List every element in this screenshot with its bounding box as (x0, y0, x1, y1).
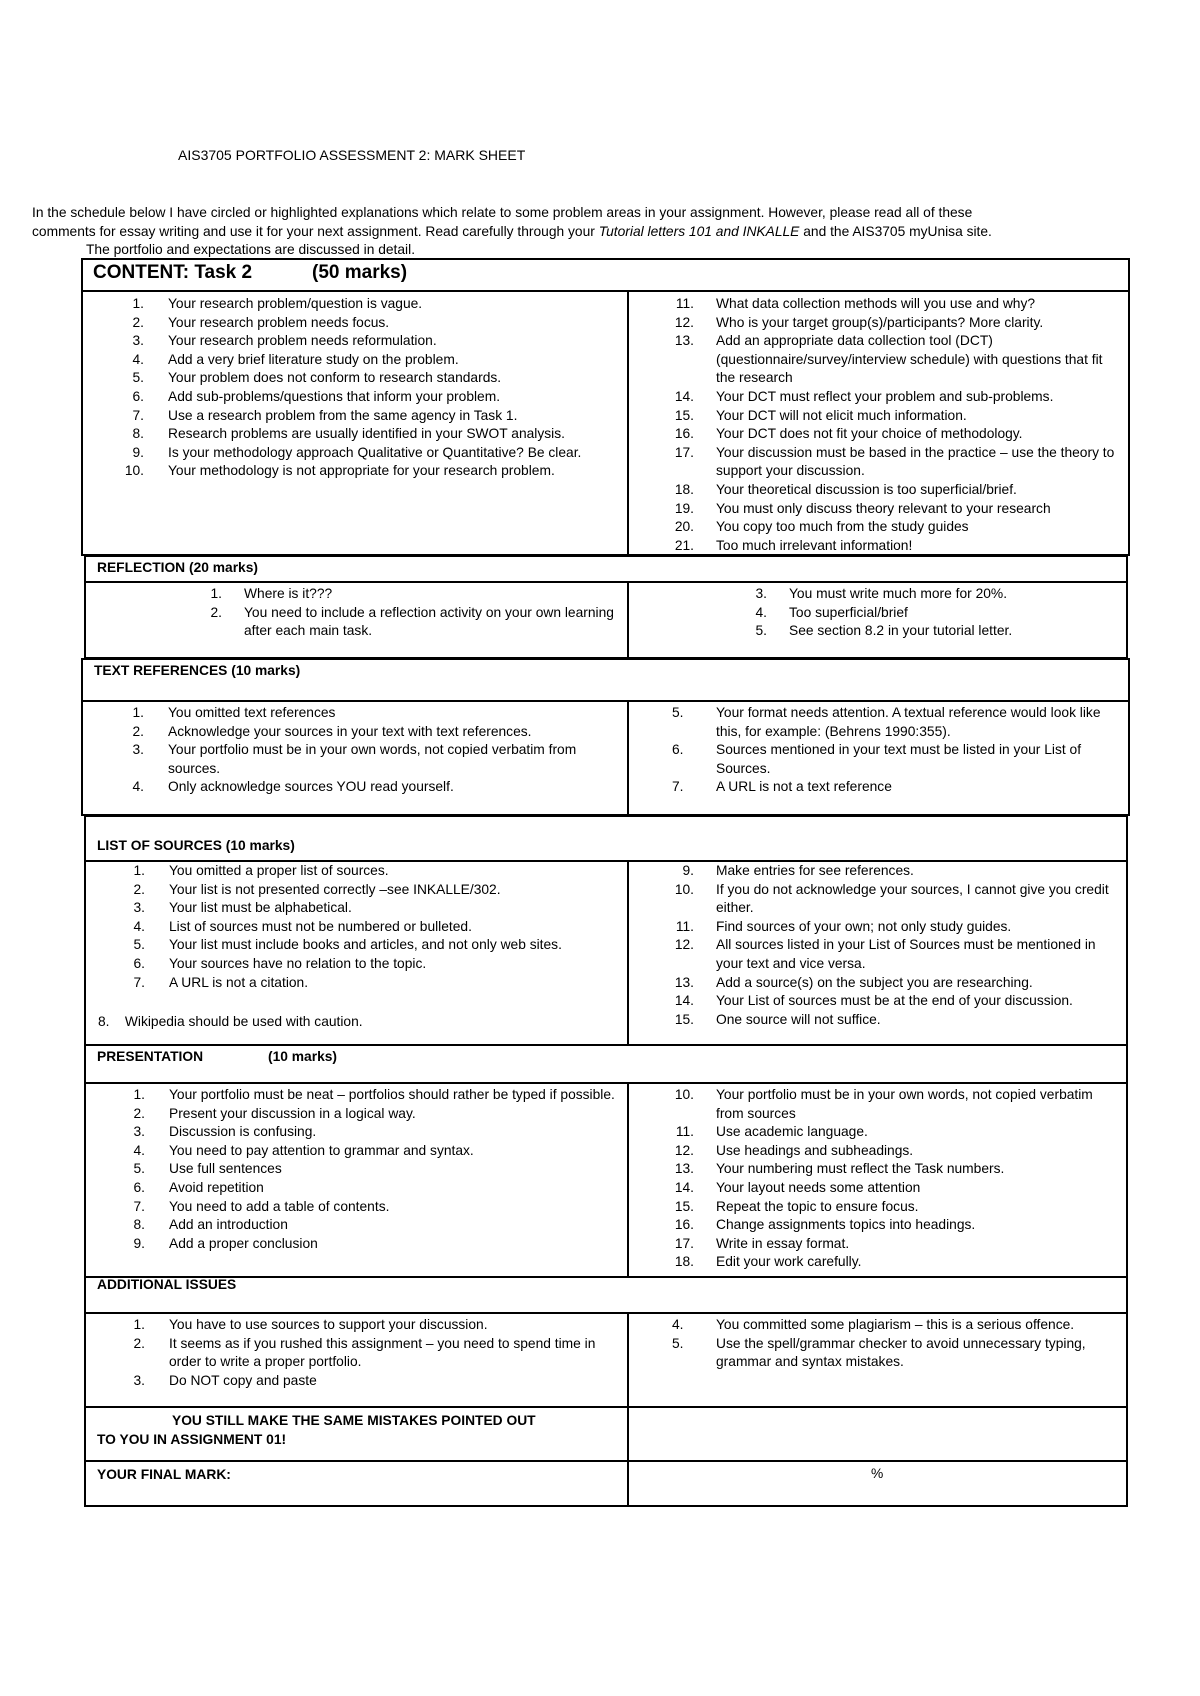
item-text: Too much irrelevant information! (716, 537, 913, 553)
item-text: See section 8.2 in your tutorial letter. (789, 623, 1013, 639)
item-number: 17. (674, 1235, 694, 1251)
list-item (127, 1335, 617, 1372)
item-number: 13. (674, 1161, 694, 1177)
same-mistakes-line-2: TO YOU IN ASSIGNMENT 01! (97, 1431, 287, 1447)
item-text: Your list must include books and articles, and not only web sites. (169, 937, 562, 953)
item-number: 17. (674, 444, 694, 460)
list-item (127, 1086, 617, 1105)
list-item (127, 899, 617, 918)
item-text: Is your methodology approach Qualitative or Quantitative? Be clear. (168, 444, 582, 460)
item-number: 15. (674, 407, 694, 423)
item-text: You committed some plagiarism – this is a serious offence. (716, 1317, 1075, 1332)
list-item (672, 500, 1120, 519)
list-item (672, 1179, 1120, 1198)
list-item (122, 444, 617, 463)
item-number: 4. (755, 604, 767, 620)
item-number: 8. (133, 1217, 145, 1233)
item-number: 9. (133, 1235, 145, 1251)
item-number: 7. (672, 779, 684, 795)
item-text: Add an appropriate data collection tool (DCT) (questionnaire/survey/interview schedule) with questions that fit the research (716, 333, 1103, 386)
text-references-right-list (672, 704, 1120, 797)
intro-line-1: In the schedule below I have circled or highlighted explanations which relate to some problem areas in your assignment. However, please read all of these (32, 205, 973, 220)
item-text: Who is your target group(s)/participants? More clarity. (716, 314, 1044, 330)
item-number: 12. (674, 314, 694, 330)
list-item (122, 332, 617, 351)
sources-column-divider (627, 861, 629, 1044)
item-text: Your theoretical discussion is too superficial/brief. (716, 481, 1017, 497)
text-references-column-divider (627, 701, 629, 815)
item-number: 6. (672, 742, 684, 758)
item-number: 5. (132, 370, 144, 386)
item-number: 6. (133, 955, 145, 971)
list-item (745, 604, 1115, 623)
item-number: 1. (132, 296, 144, 311)
item-text: What data collection methods will you use and why? (716, 296, 1036, 311)
presentation-heading: PRESENTATION (97, 1049, 204, 1064)
item-number: 1. (133, 1087, 145, 1102)
list-item (200, 604, 615, 641)
item-number: 4. (133, 918, 145, 934)
item-text: Do NOT copy and paste (169, 1372, 317, 1388)
item-number: 3. (132, 742, 144, 758)
list-item (122, 388, 617, 407)
item-text: Repeat the topic to ensure focus. (716, 1198, 919, 1214)
content-column-divider (627, 291, 629, 556)
content-left-list (122, 295, 617, 481)
reflection-header-divider (84, 581, 1128, 583)
item-text: Avoid repetition (169, 1179, 264, 1195)
list-item (672, 1142, 1120, 1161)
item-number: 10. (124, 463, 144, 479)
item-text: Use headings and subheadings. (716, 1142, 914, 1158)
item-number: 3. (133, 1124, 145, 1140)
reflection-column-divider (627, 582, 629, 658)
content-marks: (50 marks) (312, 262, 408, 283)
item-number: 2. (133, 881, 145, 897)
presentation-right-list (672, 1086, 1120, 1272)
text-references-header-divider (81, 700, 1130, 702)
item-text: Your research problem needs focus. (168, 314, 390, 330)
list-item (672, 1253, 1120, 1272)
item-text: Your portfolio must be in your own words, not copied verbatim from sources (716, 1087, 1093, 1121)
list-item (127, 1123, 617, 1142)
list-item (127, 1372, 617, 1391)
item-number: 5. (672, 1335, 684, 1351)
item-number: 7. (133, 974, 145, 990)
item-number: 11. (675, 296, 694, 311)
item-number: 9. (682, 863, 694, 878)
list-item (672, 388, 1120, 407)
item-text: Your research problem/question is vague. (168, 296, 423, 311)
content-heading: CONTENT: Task 2 (93, 262, 253, 283)
item-text: Use a research problem from the same agency in Task 1. (168, 407, 518, 423)
item-number: 9. (132, 444, 144, 460)
list-item (672, 518, 1120, 537)
item-text: You need to include a reflection activity on your own learning after each main task. (244, 604, 614, 639)
intro-line-2-start: comments for essay writing and use it for your next assignment. Read carefully through your (32, 223, 599, 239)
list-item (672, 862, 1120, 881)
sources-heading: LIST OF SOURCES (10 marks) (97, 838, 295, 853)
item-text: Add an introduction (169, 1217, 288, 1233)
item-number: 13. (674, 333, 694, 349)
list-item (122, 723, 617, 742)
item-number: 5. (755, 623, 767, 639)
item-text: If you do not acknowledge your sources, I cannot give you credit either. (716, 881, 1109, 916)
content-header-divider (81, 290, 1130, 292)
intro-paragraph (32, 204, 1182, 260)
item-number: 12. (674, 937, 694, 953)
item-number: 18. (674, 1254, 694, 1270)
same-mistakes-notice (97, 1412, 617, 1449)
sources-item-8-text: Wikipedia should be used with caution. (124, 1014, 363, 1029)
item-number: 5. (133, 1161, 145, 1177)
same-mistakes-top-divider (84, 1406, 1128, 1408)
item-number: 5. (133, 937, 145, 953)
list-item (672, 992, 1120, 1011)
intro-line-3: The portfolio and expectations are discussed in detail. (86, 242, 416, 257)
final-mark-top-divider (84, 1460, 1128, 1462)
item-number: 3. (755, 586, 767, 601)
item-text: You omitted text references (168, 705, 336, 720)
list-item (672, 1198, 1120, 1217)
item-text: Your methodology is not appropriate for your research problem. (168, 463, 555, 479)
sources-right-list (672, 862, 1120, 1029)
item-number: 1. (133, 1317, 145, 1332)
presentation-header-divider (84, 1082, 1128, 1084)
item-number: 2. (132, 314, 144, 330)
list-item (127, 918, 617, 937)
item-text: Change assignments topics into headings. (716, 1217, 976, 1233)
sources-left-list (127, 862, 617, 992)
item-number: 3. (133, 900, 145, 916)
list-item (672, 778, 1120, 797)
list-item (672, 704, 1120, 741)
item-text: All sources listed in your List of Sources must be mentioned in your text and vice versa. (716, 937, 1096, 971)
item-text: Research problems are usually identified in your SWOT analysis. (168, 426, 565, 442)
final-mark-percent: % (871, 1466, 884, 1481)
document-title: AIS3705 PORTFOLIO ASSESSMENT 2: MARK SHEET (178, 147, 526, 163)
item-number: 2. (132, 723, 144, 739)
item-number: 4. (132, 351, 144, 367)
item-text: Add a source(s) on the subject you are researching. (716, 974, 1033, 990)
list-item (200, 585, 615, 604)
item-text: One source will not suffice. (716, 1011, 881, 1027)
list-item (672, 1011, 1120, 1030)
list-item (672, 1335, 1120, 1372)
item-number: 6. (133, 1179, 145, 1195)
additional-left-list (127, 1316, 617, 1390)
sources-item-8 (98, 1013, 363, 1032)
additional-top-divider (84, 1276, 1128, 1278)
sources-item-8-number: 8. (98, 1014, 110, 1029)
item-text: Edit your work carefully. (716, 1254, 862, 1270)
item-number: 7. (133, 1198, 145, 1214)
item-number: 18. (674, 481, 694, 497)
item-number: 14. (674, 388, 694, 404)
item-text: A URL is not a citation. (169, 974, 309, 990)
item-number: 15. (674, 1011, 694, 1027)
item-text: List of sources must not be numbered or bulleted. (169, 918, 472, 934)
list-item (122, 425, 617, 444)
list-item (672, 481, 1120, 500)
list-item (672, 1160, 1120, 1179)
item-text: Add a proper conclusion (169, 1235, 318, 1251)
list-item (672, 936, 1120, 973)
item-text: Your list is not presented correctly –see INKALLE/302. (169, 881, 501, 897)
item-number: 5. (672, 705, 684, 720)
list-item (122, 778, 617, 797)
item-number: 13. (674, 974, 694, 990)
item-number: 2. (210, 604, 222, 620)
item-text: Your DCT will not elicit much information. (716, 407, 967, 423)
item-number: 4. (133, 1142, 145, 1158)
list-item (122, 407, 617, 426)
item-number: 15. (674, 1198, 694, 1214)
item-number: 1. (210, 586, 222, 601)
list-item (672, 1316, 1120, 1335)
text-references-left-list (122, 704, 617, 797)
item-text: Sources mentioned in your text must be listed in your List of Sources. (716, 742, 1082, 776)
list-item (122, 351, 617, 370)
presentation-top-divider (84, 1044, 1128, 1046)
list-item (127, 1105, 617, 1124)
item-number: 11. (675, 918, 694, 934)
list-item (672, 444, 1120, 481)
item-text: Where is it??? (244, 586, 333, 601)
item-text: Your List of sources must be at the end of your discussion. (716, 993, 1073, 1009)
item-text: Your layout needs some attention (716, 1179, 921, 1195)
list-item (127, 1142, 617, 1161)
additional-header-divider (84, 1312, 1128, 1314)
list-item (672, 918, 1120, 937)
same-mistakes-line-1: YOU STILL MAKE THE SAME MISTAKES POINTED OUT (172, 1413, 536, 1428)
item-number: 3. (133, 1372, 145, 1388)
item-number: 14. (674, 993, 694, 1009)
item-text: Write in essay format. (716, 1235, 850, 1251)
list-item (672, 537, 1120, 556)
list-item (672, 1235, 1120, 1254)
item-text: You omitted a proper list of sources. (169, 863, 389, 878)
content-right-list (672, 295, 1120, 555)
item-text: You need to pay attention to grammar and syntax. (169, 1142, 474, 1158)
item-number: 7. (132, 407, 144, 423)
list-item (122, 462, 617, 481)
item-number: 4. (132, 779, 144, 795)
item-text: You have to use sources to support your discussion. (169, 1317, 488, 1332)
list-item (127, 1160, 617, 1179)
item-text: Too superficial/brief (789, 604, 908, 620)
item-text: You must write much more for 20%. (789, 586, 1008, 601)
item-number: 1. (132, 705, 144, 720)
list-item (672, 425, 1120, 444)
list-item (672, 332, 1120, 388)
item-number: 12. (674, 1142, 694, 1158)
intro-line-2-end: and the AIS3705 myUnisa site. (799, 223, 992, 239)
item-text: Use full sentences (169, 1161, 282, 1177)
item-text: Present your discussion in a logical way. (169, 1105, 416, 1121)
list-item (672, 314, 1120, 333)
item-text: Your format needs attention. A textual reference would look like this, for example: (Behrens 1990:355). (716, 705, 1101, 739)
additional-right-list (672, 1316, 1120, 1372)
item-number: 3. (132, 333, 144, 349)
item-text: Your list must be alphabetical. (169, 900, 352, 916)
presentation-column-divider (627, 1083, 629, 1276)
item-text: Use the spell/grammar checker to avoid unnecessary typing, grammar and syntax mistakes. (716, 1335, 1086, 1370)
item-text: Your portfolio must be neat – portfolios should rather be typed if possible. (169, 1087, 615, 1102)
item-number: 20. (674, 519, 694, 535)
additional-issues-heading: ADDITIONAL ISSUES (97, 1277, 237, 1292)
item-text: A URL is not a text reference (716, 779, 892, 795)
item-text: Your problem does not conform to research standards. (168, 370, 502, 386)
item-number: 21. (674, 537, 694, 553)
list-item (672, 881, 1120, 918)
list-item (745, 622, 1115, 641)
item-number: 16. (674, 1217, 694, 1233)
item-text: Your DCT does not fit your choice of methodology. (716, 426, 1023, 442)
text-references-heading: TEXT REFERENCES (10 marks) (94, 663, 301, 678)
item-number: 14. (674, 1179, 694, 1195)
final-mark-label: YOUR FINAL MARK: (97, 1467, 231, 1482)
list-item (127, 974, 617, 993)
item-text: Your sources have no relation to the topic. (169, 955, 427, 971)
list-item (127, 881, 617, 900)
list-item (127, 1316, 617, 1335)
item-text: Make entries for see references. (716, 863, 914, 878)
item-number: 10. (674, 881, 694, 897)
item-number: 11. (675, 1124, 694, 1140)
list-item (127, 1235, 617, 1254)
list-item (122, 741, 617, 778)
item-text: Your research problem needs reformulation. (168, 333, 437, 349)
item-text: Your discussion must be based in the practice – use the theory to support your discussion. (716, 444, 1115, 479)
reflection-heading: REFLECTION (20 marks) (97, 560, 259, 575)
item-text: You need to add a table of contents. (169, 1198, 390, 1214)
presentation-left-list (127, 1086, 617, 1253)
list-item (672, 974, 1120, 993)
item-text: Only acknowledge sources YOU read yourself. (168, 779, 454, 795)
item-number: 19. (674, 500, 694, 516)
list-item (672, 741, 1120, 778)
item-number: 2. (133, 1105, 145, 1121)
item-text: Discussion is confusing. (169, 1124, 317, 1140)
list-item (122, 314, 617, 333)
item-number: 16. (674, 426, 694, 442)
presentation-marks: (10 marks) (268, 1049, 338, 1064)
item-text: Add sub-problems/questions that inform your problem. (168, 388, 501, 404)
item-text: Your numbering must reflect the Task numbers. (716, 1161, 1005, 1177)
item-text: Your DCT must reflect your problem and sub-problems. (716, 388, 1054, 404)
list-item (127, 862, 617, 881)
list-item (127, 1216, 617, 1235)
item-text: Find sources of your own; not only study guides. (716, 918, 1012, 934)
list-item (672, 407, 1120, 426)
reflection-right-list (745, 585, 1115, 641)
list-item (127, 936, 617, 955)
list-item (672, 1086, 1120, 1123)
item-number: 2. (133, 1335, 145, 1351)
item-text: Use academic language. (716, 1124, 868, 1140)
list-item (127, 955, 617, 974)
item-number: 6. (132, 388, 144, 404)
item-text: You must only discuss theory relevant to your research (716, 500, 1051, 516)
list-item (672, 295, 1120, 314)
list-item (672, 1123, 1120, 1142)
item-text: It seems as if you rushed this assignment – you need to spend time in order to write a proper portfolio. (169, 1335, 596, 1370)
item-text: Add a very brief literature study on the problem. (168, 351, 459, 367)
list-item (122, 295, 617, 314)
reflection-left-list (200, 585, 615, 641)
list-item (127, 1179, 617, 1198)
list-item (745, 585, 1115, 604)
list-item (122, 369, 617, 388)
item-text: You copy too much from the study guides (716, 519, 969, 535)
item-number: 1. (133, 863, 145, 878)
item-number: 10. (674, 1087, 694, 1102)
item-number: 4. (672, 1317, 684, 1332)
intro-tutorial-letters: Tutorial letters 101 and INKALLE (598, 223, 800, 239)
intro-line-2 (32, 223, 1182, 242)
additional-column-divider (627, 1313, 629, 1506)
item-number: 8. (132, 426, 144, 442)
item-text: Your portfolio must be in your own words, not copied verbatim from sources. (168, 742, 577, 776)
item-text: Acknowledge your sources in your text with text references. (168, 723, 532, 739)
list-item (122, 704, 617, 723)
list-item (672, 1216, 1120, 1235)
list-item (127, 1198, 617, 1217)
